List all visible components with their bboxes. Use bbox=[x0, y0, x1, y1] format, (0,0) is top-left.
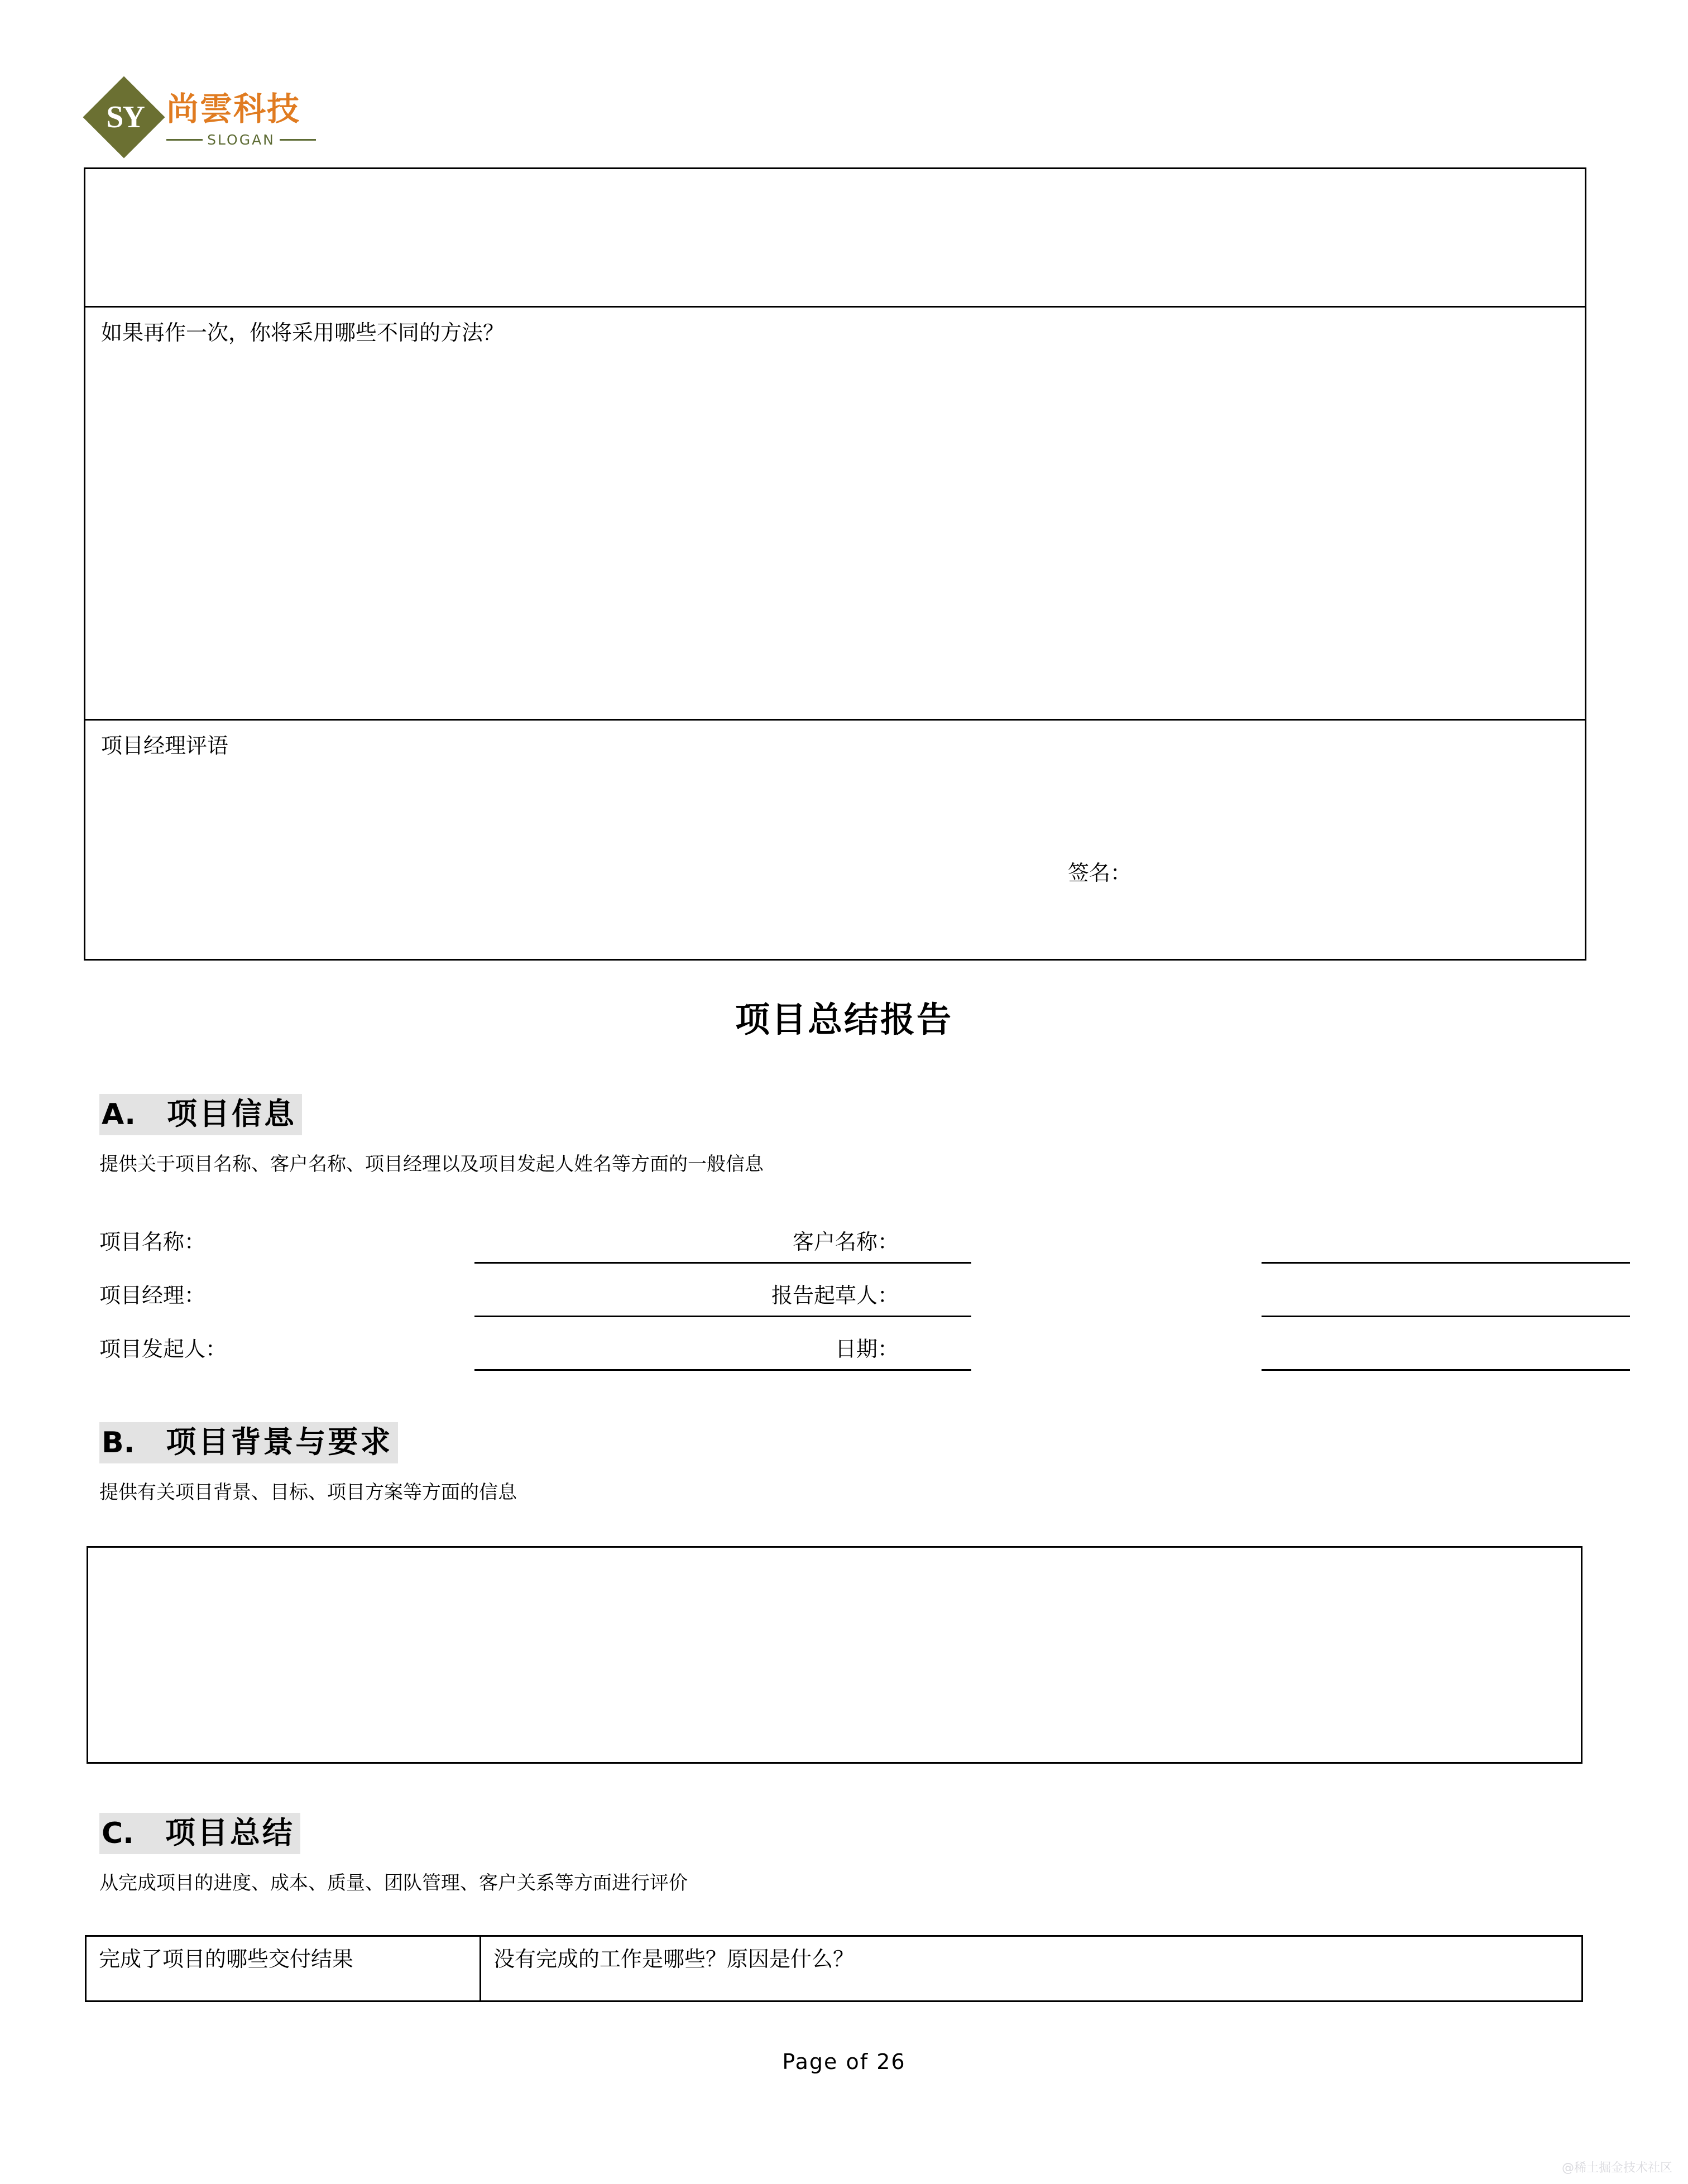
page-footer: Page of 26 bbox=[782, 2049, 906, 2074]
manager-comments-label: 项目经理评语 bbox=[101, 733, 229, 758]
section-heading-c bbox=[99, 1813, 300, 1854]
field-row-project-sponsor bbox=[84, 1332, 1591, 1386]
project-name-label: 项目名称： bbox=[99, 1230, 206, 1254]
summary-table bbox=[85, 1935, 1583, 2002]
section-a-subtitle: 提供关于项目名称、客户名称、项目经理以及项目发起人姓名等方面的一般信息 bbox=[99, 1153, 764, 1175]
project-manager-label: 项目经理： bbox=[99, 1283, 206, 1308]
project-sponsor-input[interactable] bbox=[474, 1369, 971, 1371]
section-heading-b bbox=[99, 1422, 398, 1463]
report-author-label: 报告起草人： bbox=[771, 1283, 899, 1308]
summary-table-header-incomplete[interactable]: 没有完成的工作是哪些？原因是什么？ bbox=[481, 1936, 1583, 2001]
date-label: 日期： bbox=[835, 1337, 899, 1361]
logo-slogan-rule-right bbox=[280, 139, 316, 141]
background-textarea[interactable] bbox=[87, 1546, 1583, 1764]
project-sponsor-label: 项目发起人： bbox=[99, 1337, 227, 1361]
logo-monogram-text: SY bbox=[106, 100, 144, 135]
top-table-row-blank[interactable] bbox=[85, 169, 1585, 306]
project-name-input[interactable] bbox=[474, 1262, 971, 1264]
date-input[interactable] bbox=[1262, 1369, 1630, 1371]
top-form-table bbox=[84, 167, 1586, 961]
section-c-label: 项目总结 bbox=[165, 1815, 295, 1850]
logo-slogan-text: SLOGAN bbox=[207, 132, 275, 148]
client-name-input[interactable] bbox=[1262, 1262, 1630, 1264]
section-c-subtitle: 从完成项目的进度、成本、质量、团队管理、客户关系等方面进行评价 bbox=[99, 1872, 688, 1894]
section-a-letter: A. bbox=[102, 1098, 136, 1131]
section-c-letter: C. bbox=[102, 1817, 134, 1850]
project-manager-input[interactable] bbox=[474, 1316, 971, 1317]
section-b-letter: B. bbox=[102, 1426, 135, 1460]
logo-slogan-row bbox=[166, 132, 316, 148]
field-row-project-name bbox=[84, 1225, 1591, 1279]
top-table-row-manager-comments[interactable] bbox=[85, 719, 1585, 959]
section-b-subtitle: 提供有关项目背景、目标、项目方案等方面的信息 bbox=[99, 1481, 517, 1504]
section-a-label: 项目信息 bbox=[166, 1096, 296, 1131]
logo-slogan-rule-left bbox=[166, 139, 203, 141]
section-heading-a bbox=[99, 1094, 302, 1135]
table-row bbox=[86, 1936, 1583, 2001]
company-logo bbox=[95, 84, 329, 159]
logo-company-name: 尚雲科技 bbox=[166, 90, 301, 128]
section-b-label: 项目背景与要求 bbox=[166, 1424, 393, 1460]
summary-table-header-delivered[interactable]: 完成了项目的哪些交付结果 bbox=[86, 1936, 481, 2001]
signature-label: 签名： bbox=[1068, 861, 1132, 885]
page-title: 项目总结报告 bbox=[735, 999, 953, 1040]
project-info-fields bbox=[84, 1225, 1591, 1386]
field-row-project-manager bbox=[84, 1279, 1591, 1332]
lessons-question-label: 如果再作一次，你将采用哪些不同的方法？ bbox=[101, 320, 505, 345]
report-author-input[interactable] bbox=[1262, 1316, 1630, 1317]
client-name-label: 客户名称： bbox=[792, 1230, 899, 1254]
watermark-text: @稀土掘金技术社区 bbox=[1561, 2161, 1672, 2175]
top-table-row-lessons[interactable] bbox=[85, 306, 1585, 719]
